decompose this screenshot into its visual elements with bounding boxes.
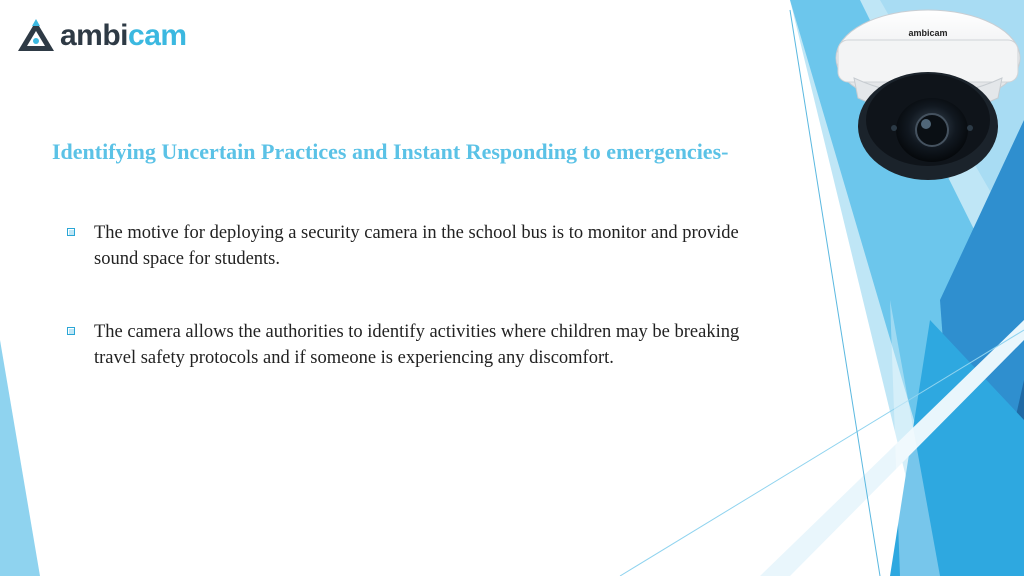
- ambicam-logo: [16, 16, 187, 56]
- camera-brand-label: ambicam: [908, 28, 948, 38]
- list-item: [64, 319, 784, 371]
- ambicam-logo-icon: [16, 19, 56, 53]
- slide-title: Identifying Uncertain Practices and Instant Responding to emergencies-: [52, 139, 729, 164]
- square-bullet-icon: [67, 327, 75, 335]
- logo-wordmark: [60, 16, 187, 56]
- bullet-text: The camera allows the authorities to identify activities where children may be breaking travel safety protocols and if someone is experiencing any discomfort.: [94, 322, 740, 368]
- security-camera-image: [832, 0, 1024, 185]
- square-bullet-icon: [67, 228, 75, 236]
- bullet-text: The motive for deploying a security camera in the school bus is to monitor and provide sound space for students.: [94, 223, 739, 269]
- list-item: [64, 220, 784, 272]
- bullet-list: [64, 220, 784, 371]
- logo-text-dark: ambi: [60, 19, 129, 52]
- logo-text-accent: cam: [128, 19, 187, 52]
